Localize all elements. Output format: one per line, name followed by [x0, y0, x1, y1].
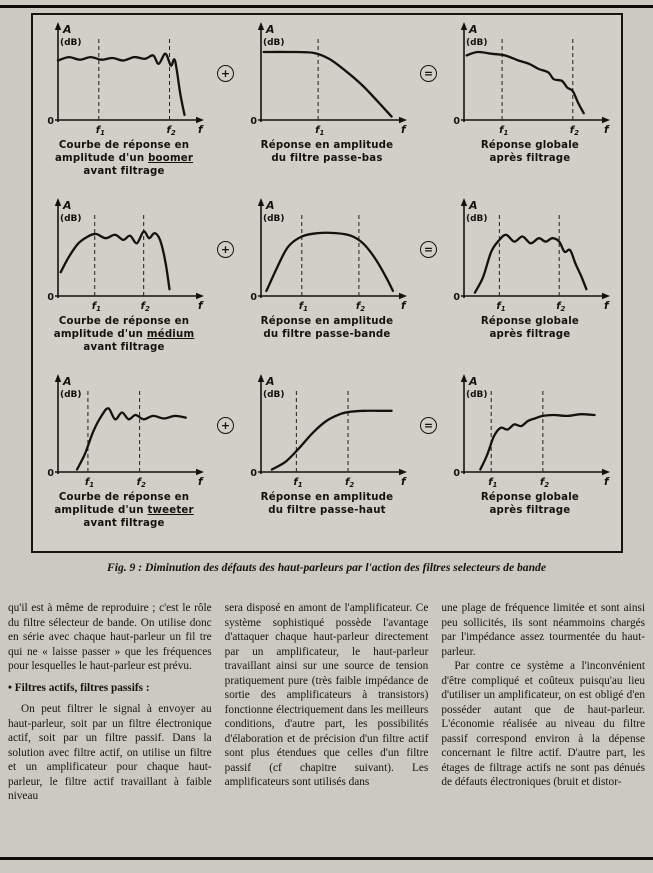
svg-text:f: f — [198, 124, 203, 136]
svg-text:0: 0 — [47, 116, 55, 127]
figure-row — [35, 373, 619, 549]
response-curve-plot — [444, 21, 616, 139]
plus-operator — [213, 417, 238, 434]
svg-text:f1: $f_1$ — [84, 477, 95, 489]
svg-text:f: f — [198, 476, 203, 488]
figure-row — [35, 21, 619, 197]
svg-text:A: A — [63, 23, 72, 36]
circled-plus-icon: + — [217, 417, 234, 434]
svg-text:f2: $f_2$ — [539, 477, 550, 489]
chart-cell — [238, 21, 416, 166]
circled-equals-icon: = — [420, 417, 437, 434]
svg-text:f2: $f_2$ — [569, 125, 579, 137]
svg-text:(dB): (dB) — [60, 214, 82, 224]
svg-text:f: f — [603, 124, 609, 136]
svg-text:f1: $f_1$ — [293, 477, 303, 489]
chart-cell — [35, 21, 213, 179]
svg-text:(dB): (dB) — [262, 38, 285, 48]
response-curve-plot — [38, 197, 210, 315]
chart-cell — [238, 373, 416, 518]
svg-text:(dB): (dB) — [465, 214, 488, 224]
circled-equals-icon: = — [420, 65, 437, 82]
svg-text:(dB): (dB) — [262, 390, 285, 400]
svg-text:0: 0 — [47, 468, 55, 479]
svg-text:0: 0 — [250, 292, 257, 303]
svg-text:0: 0 — [453, 116, 460, 127]
chart-cell — [441, 21, 619, 166]
figure-box — [31, 13, 623, 553]
figure-caption: Fig. 9 : Diminution des défauts des haut-parleurs par l'action des filtres selecteurs de bande — [107, 561, 546, 574]
plus-operator — [213, 65, 238, 82]
paragraph: sera disposé en amont de l'amplificateur. Ce système sophistiqué possède l'avantage d'attaquer chaque haut-parleur directement par un amplificateur, le haut-parleur travaillant ainsi sur une source de tension pratiquement pure (très faible impédance de sortie des amplificateurs à transistors) fonctionne électriquement dans les meilleurs conditions, d'autre part, les possibilités d'élaboration et de précision d'un filtre actif sont plus étendues que celles d'un filtre passif (cf chapitre suivant). Les amplificateurs sont utilisés dans — [224, 602, 429, 788]
svg-text:0: 0 — [47, 292, 55, 303]
equals-operator — [416, 417, 441, 434]
svg-text:f: f — [603, 300, 609, 312]
svg-text:f1: $f_1$ — [496, 301, 506, 313]
svg-text:A: A — [265, 375, 275, 388]
svg-text:A: A — [265, 199, 275, 212]
equals-operator — [416, 241, 441, 258]
svg-text:A: A — [468, 23, 478, 36]
svg-text:(dB): (dB) — [60, 390, 82, 400]
svg-text:f: f — [400, 300, 406, 312]
chart-caption: Réponse globale après filtrage — [480, 316, 580, 340]
chart-cell — [35, 373, 213, 531]
section-heading: • Filtres actifs, filtres passifs : — [8, 681, 150, 694]
figure-row — [35, 197, 619, 373]
response-curve-plot — [241, 373, 413, 491]
response-curve-plot — [444, 373, 616, 491]
text-column — [8, 601, 212, 804]
svg-text:f1: $f_1$ — [298, 301, 309, 313]
text-column — [225, 601, 429, 804]
svg-text:(dB): (dB) — [465, 38, 488, 48]
plus-operator — [213, 241, 238, 258]
chart-cell — [238, 197, 416, 342]
svg-text:A: A — [63, 199, 72, 212]
paragraph: une plage de fréquence limitée et sont ainsi peu sollicités, ils sont néammoins chargés par l'impédance assez tourmentée du haut-parleur. — [441, 602, 646, 658]
circled-equals-icon: = — [420, 241, 437, 258]
text-column — [441, 601, 645, 804]
svg-text:f: f — [603, 476, 609, 488]
svg-text:f1: $f_1$ — [499, 125, 509, 137]
svg-text:A: A — [63, 375, 72, 388]
paragraph: qu'il est à même de reproduire ; c'est le rôle du filtre sélecteur de bande. On utilise donc en série avec chaque haut-parleur un fil tre qui ne « laisse passer » que les fréquences pour lesquelles le haut-parleur est prévu. — [8, 602, 212, 672]
chart-cell — [441, 197, 619, 342]
svg-text:(dB): (dB) — [262, 214, 285, 224]
chart-caption: Réponse en amplitude du filtre passe-haut — [260, 492, 394, 516]
equals-operator — [416, 65, 441, 82]
svg-text:0: 0 — [250, 116, 257, 127]
svg-text:A: A — [265, 23, 275, 36]
svg-text:f2: $f_2$ — [345, 477, 355, 489]
bottom-rule — [0, 857, 653, 860]
svg-text:0: 0 — [453, 292, 460, 303]
svg-text:0: 0 — [453, 468, 460, 479]
svg-text:0: 0 — [250, 468, 257, 479]
svg-text:f2: $f_2$ — [355, 301, 366, 313]
chart-caption: Courbe de réponse en amplitude d'un boomer avant filtrage — [54, 140, 194, 177]
chart-caption: Réponse en amplitude du filtre passe-bande — [260, 316, 394, 340]
svg-text:(dB): (dB) — [465, 390, 488, 400]
svg-text:f2: $f_2$ — [136, 477, 146, 489]
svg-text:f: f — [198, 300, 203, 312]
response-curve-plot — [241, 21, 413, 139]
svg-text:A: A — [468, 199, 478, 212]
chart-caption: Courbe de réponse en amplitude d'un tweeter avant filtrage — [54, 492, 194, 529]
chart-caption: Réponse globale après filtrage — [480, 140, 580, 164]
response-curve-plot — [38, 373, 210, 491]
chart-caption: Réponse en amplitude du filtre passe-bas — [260, 140, 394, 164]
svg-text:f2: $f_2$ — [166, 125, 176, 137]
svg-text:f2: $f_2$ — [140, 301, 150, 313]
chart-caption: Courbe de réponse en amplitude d'un médium avant filtrage — [53, 316, 195, 353]
svg-text:f1: $f_1$ — [95, 125, 106, 137]
body-text-columns — [8, 601, 645, 804]
svg-text:f2: $f_2$ — [556, 301, 566, 313]
response-curve-plot — [444, 197, 616, 315]
chart-caption: Réponse globale après filtrage — [480, 492, 580, 516]
svg-text:f: f — [400, 476, 406, 488]
paragraph: On peut filtrer le signal à envoyer au haut-parleur, soit par un filtre électronique actif, soit par un filtre passif. Dans la solution avec filtre actif, on utilise un filtre et un amplificateur pour chaque haut-parleur, le filtre actif travaillant à faible niveau — [8, 703, 212, 802]
svg-text:f1: $f_1$ — [91, 301, 101, 313]
response-curve-plot — [38, 21, 210, 139]
chart-cell — [35, 197, 213, 355]
svg-text:f1: $f_1$ — [488, 477, 498, 489]
chart-cell — [441, 373, 619, 518]
figure-chart-grid — [35, 21, 619, 549]
svg-text:f: f — [400, 124, 406, 136]
svg-text:A: A — [468, 375, 478, 388]
top-rule — [0, 5, 653, 8]
svg-text:f1: $f_1$ — [315, 125, 325, 137]
response-curve-plot — [241, 197, 413, 315]
circled-plus-icon: + — [217, 65, 234, 82]
svg-text:(dB): (dB) — [60, 38, 82, 48]
paragraph: Par contre ce système a l'inconvénient d'être compliqué et coûteux puisqu'au lieu d'utiliser un amplificateur, on est obligé d'en posséder autant que de haut-parleur. L'économie réalisée au niveau du filtre passif correspond environ à la dépense concernant le filtre actif. D'autre part, les étages de filtrage actifs ne sont pas dénués de défauts électroniques (bruit et distor- — [441, 660, 646, 788]
circled-plus-icon: + — [217, 241, 234, 258]
